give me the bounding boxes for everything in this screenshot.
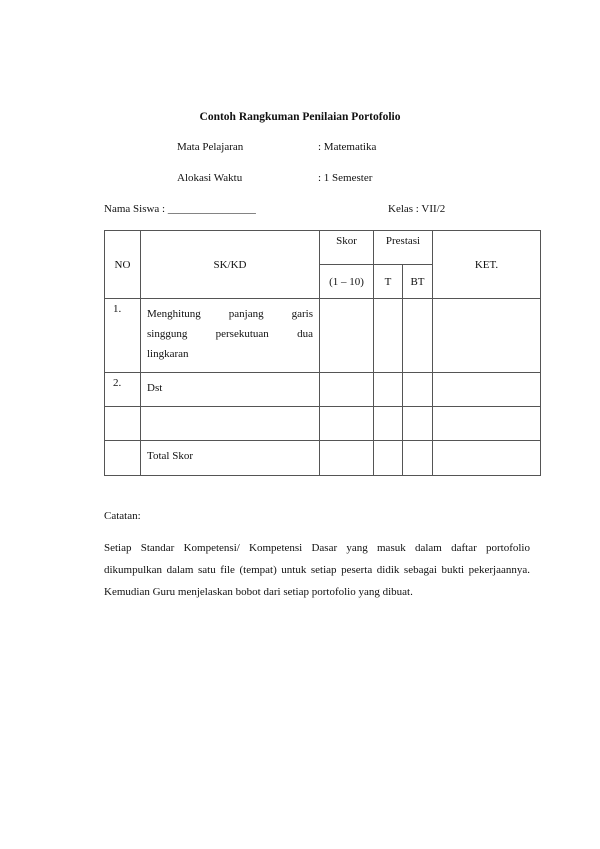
skkd-word: dua [297,328,313,340]
row-number: 2. [105,373,141,407]
cell-t [374,373,403,407]
cell-ket [433,373,541,407]
header-bt: BT [403,265,433,299]
cell-t [374,441,403,476]
skkd-word: garis [291,308,313,320]
time-allocation-label: Alokasi Waktu [177,172,243,184]
header-skor: Skor [320,231,374,265]
notes-body [104,537,530,603]
cell-bt [403,299,433,373]
header-ket: KET. [433,231,541,299]
table-row [105,373,541,407]
header-no: NO [105,231,141,299]
cell-bt [403,441,433,476]
header-skkd: SK/KD [141,231,320,299]
subject-value: : Matematika [318,141,377,153]
skkd-word: panjang [228,308,264,320]
page-title: Contoh Rangkuman Penilaian Portofolio [199,111,401,123]
cell-ket [433,407,541,441]
skkd-word: lingkaran [147,348,189,360]
table-row [105,299,541,373]
table-row-total [105,441,541,476]
row-skkd: Dst [141,373,320,407]
row-number [105,441,141,476]
skkd-word: singgung [147,328,188,340]
skkd-word: Menghitung [147,308,201,320]
cell-ket [433,299,541,373]
subject-label: Mata Pelajaran [177,141,244,153]
cell-skor [320,407,374,441]
header-prestasi: Prestasi [374,231,433,265]
cell-bt [403,407,433,441]
skkd-word: persekutuan [215,328,269,340]
row-number [105,407,141,441]
row-skkd [141,407,320,441]
notes-heading: Catatan: [104,510,141,522]
cell-skor [320,299,374,373]
assessment-table [104,230,541,476]
header-t: T [374,265,403,299]
cell-t [374,407,403,441]
cell-t [374,299,403,373]
row-number: 1. [105,299,141,373]
student-name-field: Nama Siswa : ________________ [104,203,256,215]
cell-ket [433,441,541,476]
cell-bt [403,373,433,407]
notes-paragraph: Setiap Standar Kompetensi/ Kompetensi Dasar yang masuk dalam daftar portofolio dikumpulkan dalam satu file (tempat) untuk setiap peserta didik sebagai bukti pekerjaannya. Kemudian Guru menjelaskan bobot dari setiap portofolio yang dibuat. [104,542,530,598]
cell-skor [320,373,374,407]
cell-skor [320,441,374,476]
time-allocation-value: : 1 Semester [318,172,373,184]
header-score-range: (1 – 10) [320,265,374,299]
row-skkd [141,299,320,373]
table-row [105,407,541,441]
class-label: Kelas : VII/2 [388,203,446,215]
row-total-label: Total Skor [141,441,320,476]
